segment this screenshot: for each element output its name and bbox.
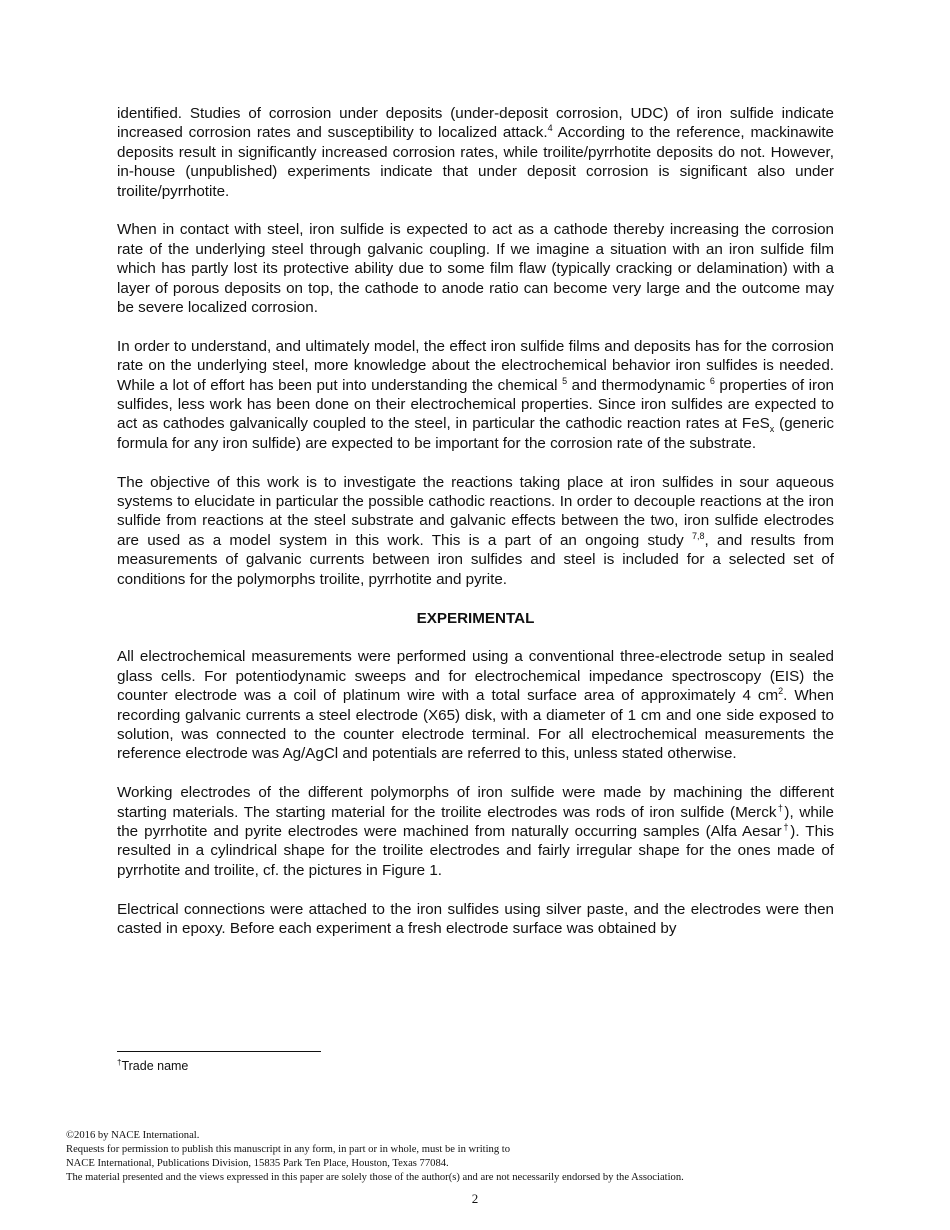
- text-span: The objective of this work is to investigate the reactions taking place at iron sulfides in sour aqueous systems to elucidate in particular the possible cathodic reactions. In order to decouple reactions at the iron sulfide from reactions at the steel substrate and galvanic effects between the two, iron sulfide electrodes are used as a model system in this work. This is a part of an ongoing study: [117, 473, 834, 549]
- unit-superscript: 2: [778, 686, 784, 697]
- text-span: and thermodynamic: [567, 376, 710, 394]
- text-span: Working electrodes of the different polymorphs of iron sulfide were made by machining the different starting materials. The starting material for the troilite electrodes was rods of iron sulfide (Merck: [117, 784, 834, 821]
- footnote-mark: †: [776, 802, 785, 813]
- copyright-line: The material presented and the views expressed in this paper are solely those of the author(s) and are not necessarily endorsed by the Association.: [66, 1171, 684, 1183]
- text-span: (generic formula for any iron sulfide) are expected to be important for the corrosion rate of the substrate.: [117, 415, 835, 452]
- citation-ref: 6: [709, 375, 715, 386]
- paragraph-udc: [117, 104, 834, 201]
- footnote-divider: [117, 1051, 321, 1052]
- text-span: properties of iron sulfides, less work has been done on their electrochemical properties. Since iron sulfides are expected to act as cathodes galvanically coupled to the steel, in particular the cathodic reaction rates at FeS: [117, 376, 834, 433]
- paragraph-setup: [117, 647, 834, 763]
- copyright-line: Requests for permission to publish this manuscript in any form, in part or in whole, must be in writing to: [66, 1143, 511, 1155]
- copyright-line: ©2016 by NACE International.: [66, 1130, 200, 1141]
- body-text: [117, 104, 834, 958]
- copyright-block: [66, 1129, 886, 1185]
- text-span: All electrochemical measurements were performed using a conventional three-electrode setup in sealed glass cells. For potentiodynamic sweeps and for electrochemical impedance spectroscopy (EIS) the counter electrode was a coil of platinum wire with a total surface area of approximately 4 cm: [117, 648, 834, 705]
- footnote-mark: †: [117, 1057, 122, 1067]
- citation-ref: 7,8: [692, 530, 705, 541]
- citation-ref: 4: [547, 123, 553, 134]
- citation-ref: 5: [562, 375, 568, 386]
- paragraph-connections: Electrical connections were attached to the iron sulfides using silver paste, and the electrodes were then casted in epoxy. Before each experiment a fresh electrode surface was obtained by: [117, 900, 834, 937]
- page-number: 2: [471, 1191, 479, 1206]
- text-span: . When recording galvanic currents a steel electrode (X65) disk, with a diameter of 1 cm and one side exposed to solution, was connected to the counter electrode terminal. For all electrochemical measurements the reference electrode was Ag/AgCl and potentials are referred to this, unless stated otherwise.: [117, 687, 834, 763]
- footnote-text: Trade name: [121, 1059, 189, 1073]
- text-span: ), while the pyrrhotite and pyrite electrodes were machined from naturally occurring samples (Alfa Aesar: [117, 803, 834, 840]
- paragraph-electrodes: [117, 783, 834, 880]
- footnote: [117, 1059, 188, 1073]
- text-span: According to the reference, mackinawite deposits result in significantly increased corrosion rates, while troilite/pyrrhotite deposits do not. However, in-house (unpublished) experiments indicate that under deposit corrosion is significant also under troilite/pyrrhotite.: [117, 124, 835, 200]
- paragraph-galvanic: When in contact with steel, iron sulfide is expected to act as a cathode thereby increasing the corrosion rate of the underlying steel through galvanic coupling. If we imagine a situation with an iron sulfide film which has partly lost its protective ability due to some film flaw (typically cracking or delamination) with a layer of porous deposits on top, the cathode to anode ratio can become very large and the outcome may be severe localized corrosion.: [117, 221, 834, 317]
- paragraph-objective: [117, 473, 834, 589]
- text-span: , and results from measurements of galvanic currents between iron sulfides and steel is included for a selected set of conditions for the polymorphs troilite, pyrrhotite and pyrite.: [117, 531, 834, 588]
- text-span: identified. Studies of corrosion under deposits (under-deposit corrosion, UDC) of iron sulfide indicate increased corrosion rates and susceptibility to localized attack.: [117, 105, 834, 142]
- footnote-mark: †: [781, 821, 791, 832]
- formula-subscript: x: [769, 424, 775, 435]
- text-span: In order to understand, and ultimately model, the effect iron sulfide films and deposits has for the corrosion rate on the underlying steel, more knowledge about the electrochemical behavior iron sulfides is needed. While a lot of effort has been put into understanding the chemical: [117, 337, 834, 394]
- section-heading-experimental: EXPERIMENTAL: [416, 609, 535, 627]
- copyright-line: NACE International, Publications Division, 15835 Park Ten Place, Houston, Texas 77084.: [66, 1157, 449, 1169]
- text-span: ). This resulted in a cylindrical shape for the troilite electrodes and fairly irregular shape for the ones made of pyrrhotite and troilite, cf. the pictures in Figure 1.: [117, 822, 834, 879]
- paragraph-motivation: [117, 337, 834, 453]
